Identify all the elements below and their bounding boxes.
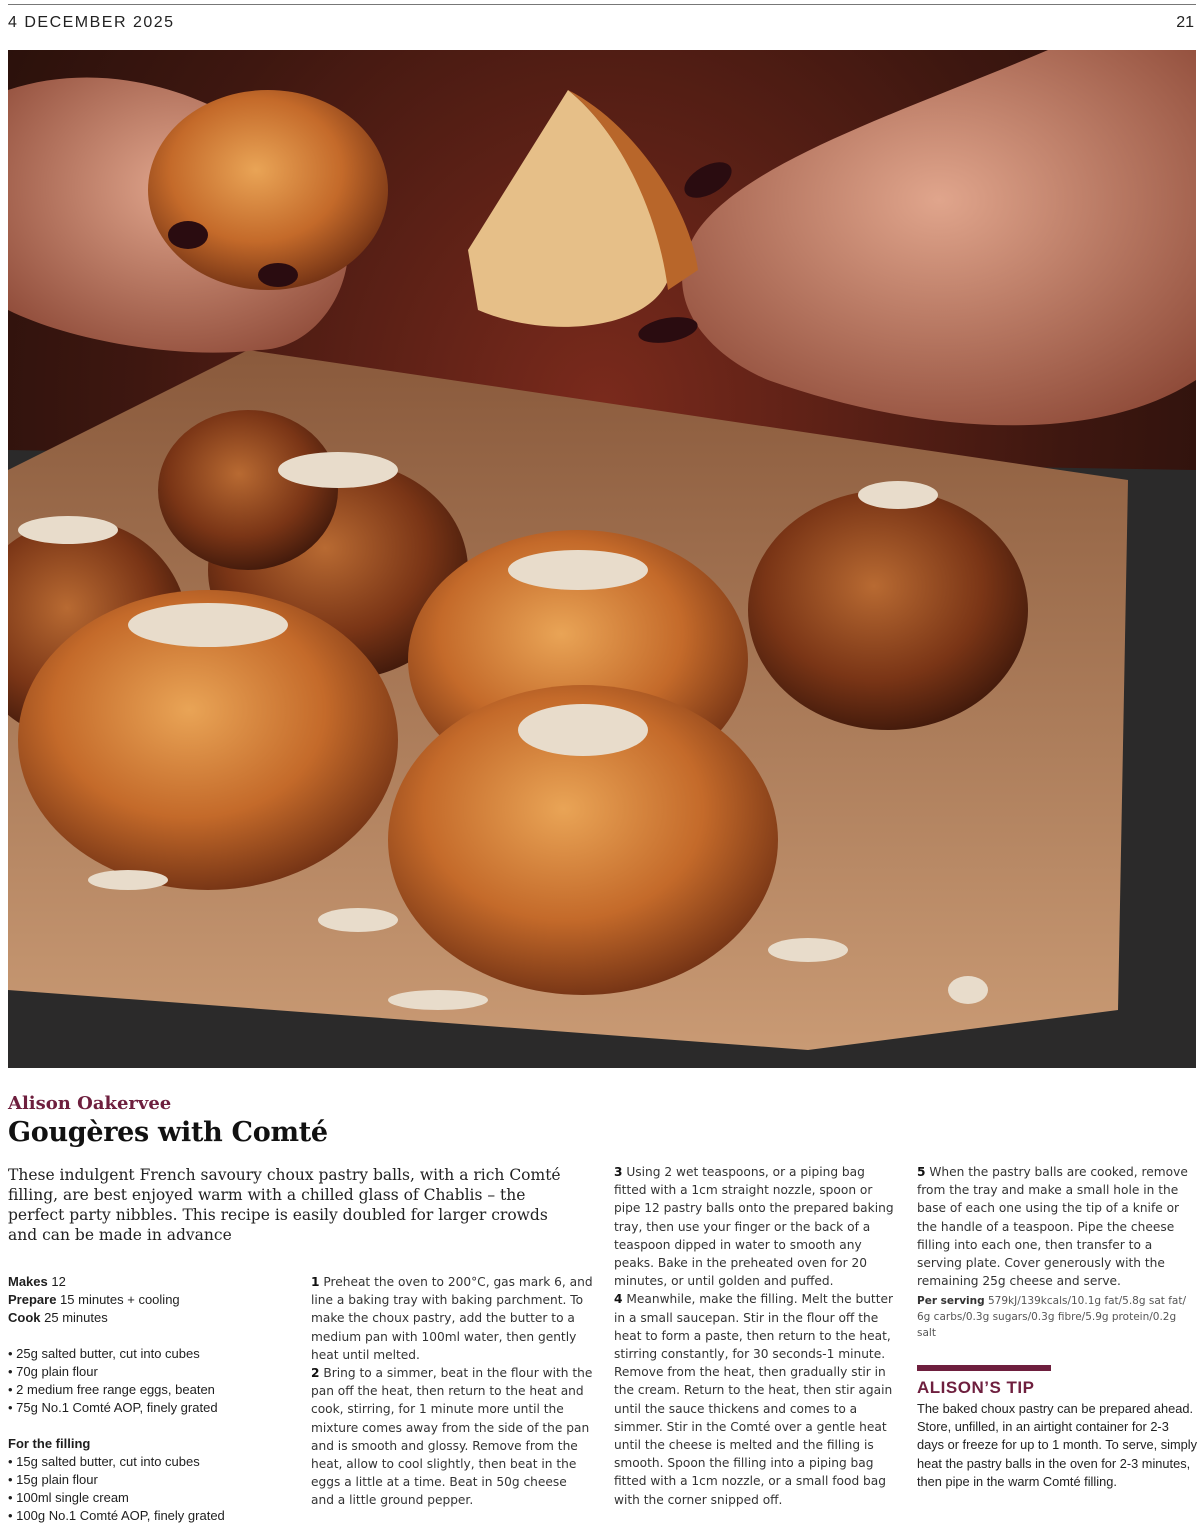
list-item: • 15g plain flour bbox=[8, 1472, 98, 1487]
method-column-3 bbox=[917, 1163, 1197, 1341]
step-4: 4 Meanwhile, make the filling. Melt the butter in a small saucepan. Stir in the flour off the heat to form a paste, then return to the heat, stirring constantly, for 30 seconds-1 minute. Remove from the heat, then gradually stir in the cream. Return to the heat, then stir again until the sauce thickens and comes to a simmer. Stir in the Comté over a gentle heat until the cheese is melted and the filling is smooth. Spoon the filling into a piping bag fitted with a 1cm nozzle, or a small food bag with the corner snipped off. bbox=[614, 1292, 893, 1507]
cook-row: Cook 25 minutes bbox=[8, 1310, 108, 1325]
filling-list bbox=[8, 1453, 298, 1525]
step-1: 1 Preheat the oven to 200°C, gas mark 6, and line a baking tray with baking parchment. To make the choux pastry, add the butter to a medium pan with 100ml water, then gently heat until melted. bbox=[311, 1275, 593, 1362]
recipe-meta bbox=[8, 1273, 298, 1525]
makes-row: Makes 12 bbox=[8, 1274, 66, 1289]
tip-accent-bar bbox=[917, 1365, 1051, 1371]
tip-title: ALISON’S TIP bbox=[917, 1378, 1035, 1397]
step-3: 3 Using 2 wet teaspoons, or a piping bag fitted with a 1cm straight nozzle, spoon or pipe 12 pastry balls onto the prepared baking tray, then use your finger or the back of a teaspoon dipped in water to smooth any peaks. Bake in the preheated oven for 20 minutes, or until golden and puffed. bbox=[614, 1165, 894, 1289]
recipe-intro: These indulgent French savoury choux pastry balls, with a rich Comté filling, are best enjoyed warm with a chilled glass of Chablis – the perfect party nibbles. This recipe is easily doubled for larger crowds and can be made in advance bbox=[8, 1166, 561, 1244]
author-name: Alison Oakervee bbox=[8, 1093, 172, 1114]
step-2: 2 Bring to a simmer, beat in the flour with the pan off the heat, then return to the heat and cook, stirring, for 1 minute more until the mixture comes away from the side of the pan and is smooth and glossy. Remove from the heat, allow to cool slightly, then beat in the eggs a little at a time. Beat in 50g cheese and a little ground pepper. bbox=[311, 1366, 593, 1508]
page-number: 21 bbox=[1176, 14, 1194, 31]
list-item: • 75g No.1 Comté AOP, finely grated bbox=[8, 1400, 218, 1415]
list-item: • 2 medium free range eggs, beaten bbox=[8, 1382, 215, 1397]
list-item: • 100ml single cream bbox=[8, 1490, 129, 1505]
tip-text: The baked choux pastry can be prepared ahead. Store, unfilled, in an airtight container for 2-3 days or freeze for up to 1 month. To serve, simply heat the pastry balls in the oven for 2-3 minutes, then pipe in the warm Comté filling. bbox=[917, 1401, 1198, 1489]
gougeres-illustration bbox=[8, 50, 1196, 1068]
method-column-2 bbox=[614, 1163, 896, 1509]
header-rule bbox=[8, 4, 1196, 5]
prepare-row: Prepare 15 minutes + cooling bbox=[8, 1292, 180, 1307]
step-5: 5 When the pastry balls are cooked, remove from the tray and make a small hole in the base of each one using the tip of a knife or the handle of a teaspoon. Pipe the cheese filling into each one, then transfer to a serving plate. Cover generously with the remaining 25g cheese and serve. bbox=[917, 1165, 1188, 1289]
list-item: • 25g salted butter, cut into cubes bbox=[8, 1346, 200, 1361]
gougeres-photo bbox=[8, 50, 1196, 1068]
list-item: • 15g salted butter, cut into cubes bbox=[8, 1454, 200, 1469]
nutrition-info: Per serving 579kJ/139kcals/10.1g fat/5.8g sat fat/ 6g carbs/0.3g sugars/0.3g fibre/5.9g protein/0.2g salt bbox=[917, 1295, 1187, 1340]
issue-date: 4 DECEMBER 2025 bbox=[8, 14, 175, 31]
ingredient-list bbox=[8, 1345, 298, 1417]
method-column-1 bbox=[311, 1273, 593, 1510]
list-item: • 100g No.1 Comté AOP, finely grated bbox=[8, 1508, 225, 1523]
filling-heading: For the filling bbox=[8, 1436, 91, 1451]
recipe-title: Gougères with Comté bbox=[8, 1117, 328, 1148]
list-item: • 70g plain flour bbox=[8, 1364, 98, 1379]
